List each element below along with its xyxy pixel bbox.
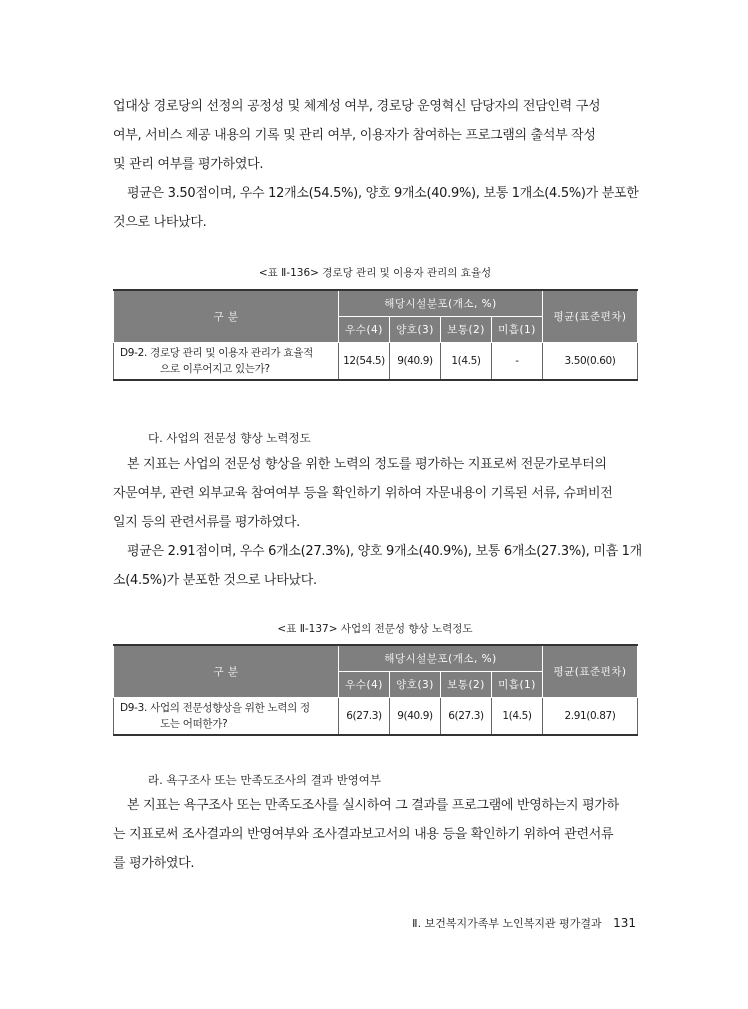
text-line: 자문여부, 관련 외부교육 참여여부 등을 확인하기 위하여 자문내용이 기록된 서류, 슈퍼비전 [113, 486, 613, 501]
text-line: 는 지표로써 조사결과의 반영여부와 조사결과보고서의 내용 등을 확인하기 위하여 관련서류 [113, 827, 614, 842]
page-number: 131 [613, 916, 636, 930]
item-text-line2: 도는 어떠한가? [160, 718, 228, 730]
item-cell [114, 343, 339, 381]
section-da-heading: 다. 사업의 전문성 향상 노력정도 [148, 431, 311, 445]
section-ra-heading: 라. 욕구조사 또는 만족도조사의 결과 반영여부 [148, 773, 382, 787]
text-line: 본 지표는 사업의 전문성 향상을 위한 노력의 정도를 평가하는 지표로써 전문가로부터의 [127, 457, 607, 472]
header-distribution: 해당시설분포(개소, %) [339, 290, 543, 317]
text-line: 및 관리 여부를 평가하였다. [113, 157, 264, 172]
text-line: 여부, 서비스 제공 내용의 기록 및 관리 여부, 이용자가 참여하는 프로그램의 출석부 작성 [113, 128, 596, 143]
cell-normal: 1(4.5) [441, 343, 492, 381]
paragraph-intro [113, 92, 637, 237]
cell-mean: 2.91(0.87) [543, 698, 638, 736]
table-row [114, 343, 638, 381]
text-line: 업대상 경로당의 선정의 공정성 및 체계성 여부, 경로당 운영혁신 담당자의 전담인력 구성 [113, 99, 601, 114]
cell-poor: 1(4.5) [492, 698, 543, 736]
header-poor: 미흡(1) [492, 672, 543, 698]
header-mean: 평균(표준편차) [543, 290, 638, 343]
text-line: 평균은 2.91점이며, 우수 6개소(27.3%), 양호 9개소(40.9%), 보통 6개소(27.3%), 미흡 1개 [127, 544, 642, 559]
table-137 [113, 644, 638, 736]
cell-good: 9(40.9) [390, 343, 441, 381]
table-136 [113, 289, 638, 381]
table-137-caption: <표 Ⅱ-137> 사업의 전문성 향상 노력정도 [277, 623, 473, 635]
text-line: 본 지표는 욕구조사 또는 만족도조사를 실시하여 그 결과를 프로그램에 반영하는지 평가하 [127, 798, 619, 813]
header-excellent: 우수(4) [339, 672, 390, 698]
header-poor: 미흡(1) [492, 317, 543, 343]
header-good: 양호(3) [390, 317, 441, 343]
cell-normal: 6(27.3) [441, 698, 492, 736]
header-distribution: 해당시설분포(개소, %) [339, 645, 543, 672]
header-excellent: 우수(4) [339, 317, 390, 343]
text-line: 일지 등의 관련서류를 평가하였다. [113, 515, 300, 530]
section-ra-paragraph [113, 791, 637, 878]
header-category: 구 분 [114, 645, 339, 698]
header-mean: 평균(표준편차) [543, 645, 638, 698]
section-da-paragraph [113, 450, 642, 595]
text-line: 를 평가하였다. [113, 856, 195, 871]
running-title: Ⅱ. 보건복지가족부 노인복지관 평가결과 [412, 917, 602, 930]
header-normal: 보통(2) [441, 672, 492, 698]
item-text-line2: 으로 이루어지고 있는가? [160, 363, 270, 375]
header-category: 구 분 [114, 290, 339, 343]
page-footer [412, 915, 636, 931]
cell-mean: 3.50(0.60) [543, 343, 638, 381]
cell-excellent: 6(27.3) [339, 698, 390, 736]
cell-excellent: 12(54.5) [339, 343, 390, 381]
item-text-line1: D9-3. 사업의 전문성향상을 위한 노력의 정 [120, 702, 310, 714]
text-line: 소(4.5%)가 분포한 것으로 나타났다. [113, 573, 317, 588]
table-136-caption: <표 Ⅱ-136> 경로당 관리 및 이용자 관리의 효율성 [258, 267, 492, 279]
item-cell [114, 698, 339, 736]
table-row [114, 698, 638, 736]
header-normal: 보통(2) [441, 317, 492, 343]
text-line: 것으로 나타났다. [113, 215, 207, 230]
item-text-line1: D9-2. 경로당 관리 및 이용자 관리가 효율적 [120, 347, 313, 359]
text-line: 평균은 3.50점이며, 우수 12개소(54.5%), 양호 9개소(40.9%), 보통 1개소(4.5%)가 분포한 [127, 186, 639, 201]
cell-good: 9(40.9) [390, 698, 441, 736]
header-good: 양호(3) [390, 672, 441, 698]
cell-poor: - [492, 343, 543, 381]
